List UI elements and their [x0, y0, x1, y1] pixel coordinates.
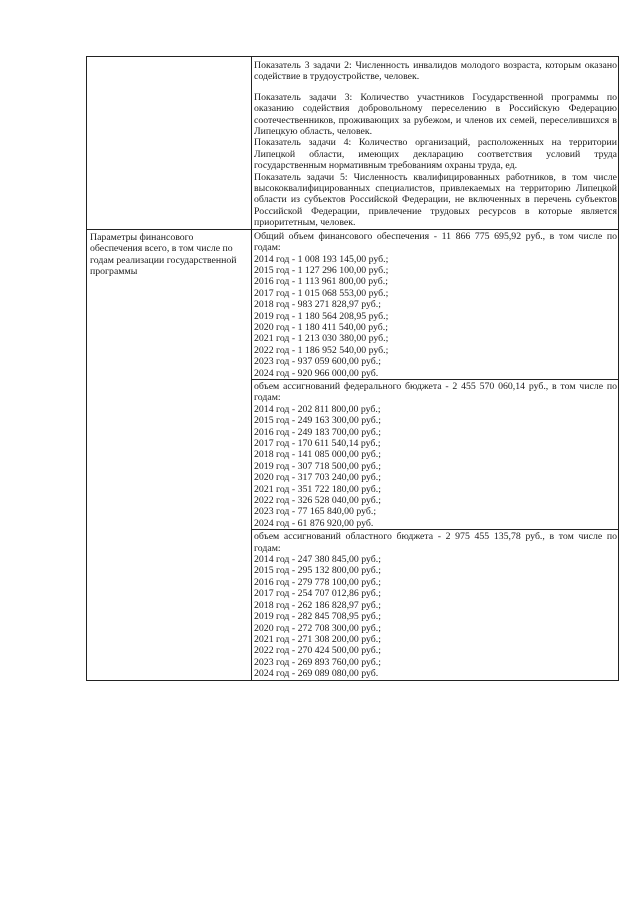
total-financing-header: Общий объем финансового обеспечения - 11 866 775 695,92 руб., в том числе по годам:: [254, 230, 617, 254]
regional-budget-years: [252, 554, 618, 679]
indicators-cell: [252, 57, 619, 230]
year-amount-line: 2021 год - 271 308 200,00 руб.;: [254, 633, 381, 645]
total-financing-years: [252, 254, 618, 379]
financing-row: [87, 229, 619, 379]
total-financing-cell: [252, 229, 619, 379]
regional-budget-cell: [252, 530, 619, 680]
year-amount-line: 2016 год - 1 113 961 800,00 руб.;: [254, 276, 388, 288]
year-amount-line: 2024 год - 920 966 000,00 руб.: [254, 367, 379, 379]
indicator-paragraph: Показатель задачи 4: Количество организаций, расположенных на территории Липецкой области, имеющих декларацию соответствия условий труда государственным нормативным требованиям охраны труда, ед.: [254, 137, 617, 172]
indicator-paragraph: Показатель задачи 5: Численность квалифицированных работников, в том числе высококвалифицированных специалистов, привлекаемых на территорию Липецкой области из субъектов Российской Федерации, не включенных в перечень субъектов Российской Федерации, привлечение трудовых ресурсов в которые является приоритетным, человек.: [254, 171, 617, 229]
year-amount-line: 2017 год - 170 611 540,14 руб.;: [254, 438, 381, 449]
year-amount-line: 2022 год - 1 186 952 540,00 руб.;: [254, 344, 389, 356]
indicator-paragraph: Показатель 3 задачи 2: Численность инвалидов молодого возраста, которым оказано содействие в трудоустройстве, человек.: [254, 60, 617, 83]
year-amount-line: 2017 год - 1 015 068 553,00 руб.;: [254, 287, 389, 299]
year-amount-line: 2014 год - 202 811 800,00 руб.;: [254, 403, 381, 415]
year-amount-line: 2016 год - 249 183 700,00 руб.;: [254, 426, 381, 438]
year-amount-line: 2015 год - 249 163 300,00 руб.;: [254, 415, 381, 427]
indicators-row: [87, 57, 619, 230]
federal-budget-years: [252, 404, 618, 529]
year-amount-line: 2015 год - 1 127 296 100,00 руб.;: [254, 264, 389, 276]
year-amount-line: 2018 год - 141 085 000,00 руб.;: [254, 449, 381, 461]
year-amount-line: 2020 год - 1 180 411 540,00 руб.;: [254, 321, 388, 333]
indicators-label-cell: [87, 57, 252, 230]
year-amount-line: 2020 год - 272 708 300,00 руб.;: [254, 622, 381, 634]
financing-label: Параметры финансового обеспечения всего, в том числе по годам реализации государственной программы: [90, 231, 237, 277]
year-amount-line: 2022 год - 326 528 040,00 руб.;: [254, 495, 381, 507]
year-amount-line: 2023 год - 937 059 600,00 руб.;: [254, 356, 381, 368]
year-amount-line: 2021 год - 1 213 030 380,00 руб.;: [254, 333, 389, 345]
year-amount-line: 2020 год - 317 703 240,00 руб.;: [254, 472, 381, 484]
year-amount-line: 2024 год - 269 089 080,00 руб.: [254, 668, 379, 680]
year-amount-line: 2017 год - 254 707 012,86 руб.;: [254, 588, 381, 600]
year-amount-line: 2022 год - 270 424 500,00 руб.;: [254, 645, 381, 657]
financing-label-cell: [87, 229, 252, 680]
year-amount-line: 2023 год - 269 893 760,00 руб.;: [254, 656, 381, 668]
federal-budget-cell: [252, 379, 619, 529]
year-amount-line: 2019 год - 1 180 564 208,95 руб.;: [254, 310, 389, 322]
year-amount-line: 2014 год - 1 008 193 145,00 руб.;: [254, 253, 389, 265]
year-amount-line: 2018 год - 262 186 828,97 руб.;: [254, 599, 381, 611]
year-amount-line: 2024 год - 61 876 920,00 руб.: [254, 517, 374, 529]
year-amount-line: 2023 год - 77 165 840,00 руб.;: [254, 506, 377, 518]
program-passport-table: [86, 56, 619, 681]
year-amount-line: 2018 год - 983 271 828,97 руб.;: [254, 299, 381, 311]
year-amount-line: 2019 год - 307 718 500,00 руб.;: [254, 460, 381, 472]
federal-budget-header: объем ассигнований федерального бюджета - 2 455 570 060,14 руб., в том числе по годам:: [254, 380, 617, 404]
year-amount-line: 2015 год - 295 132 800,00 руб.;: [254, 565, 381, 577]
year-amount-line: 2014 год - 247 380 845,00 руб.;: [254, 554, 381, 566]
regional-budget-header: объем ассигнований областного бюджета - 2 975 455 135,78 руб., в том числе по годам:: [254, 531, 617, 554]
year-amount-line: 2021 год - 351 722 180,00 руб.;: [254, 483, 381, 495]
year-amount-line: 2016 год - 279 778 100,00 руб.;: [254, 576, 381, 588]
year-amount-line: 2019 год - 282 845 708,95 руб.;: [254, 611, 381, 623]
indicator-paragraph: Показатель задачи 3: Количество участников Государственной программы по оказанию содействия добровольному переселению в Российскую Федерацию соотечественников, проживающих за рубежом, и членов их семей, переселившихся в Липецкую область, человек.: [254, 91, 617, 138]
